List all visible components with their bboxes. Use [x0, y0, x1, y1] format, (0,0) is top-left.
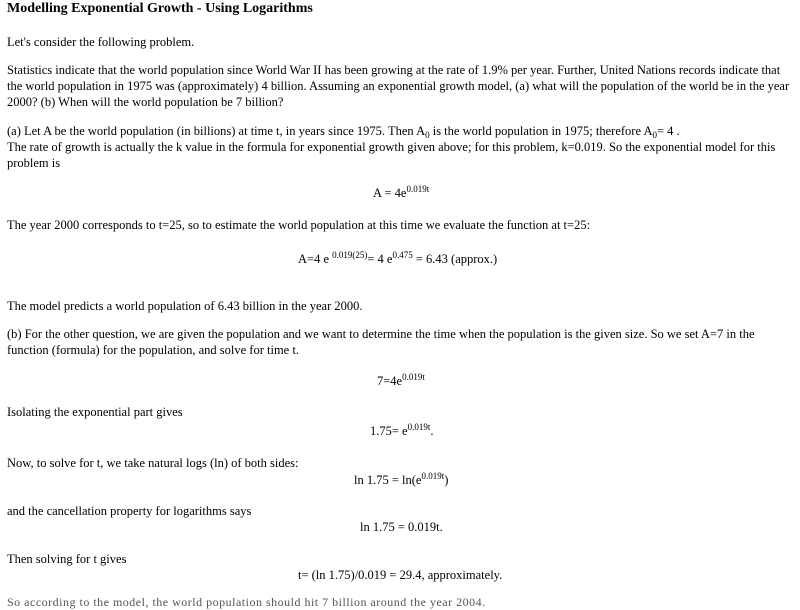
cutoff-line — [0, 592, 800, 609]
subscript-zero: 0 — [425, 130, 430, 140]
cutoff-text: So according to the model, the world population should hit 7 billion around the year 2004. — [7, 595, 486, 609]
eq3-base: 7=4e — [377, 374, 403, 388]
equation-cancellation: ln 1.75 = 0.019t. — [360, 520, 443, 534]
eq2-part1: A=4 e — [298, 252, 333, 266]
equation-model — [373, 185, 429, 201]
page-title: Modelling Exponential Growth - Using Logarithms — [7, 1, 313, 16]
solving-text: Then solving for t gives — [7, 552, 127, 566]
eq5-base: ln 1.75 = ln(e — [354, 473, 422, 487]
model-prediction-text: The model predicts a world population of 6.43 billion in the year 2000. — [7, 299, 363, 313]
eq4-base: 1.75= e — [370, 424, 408, 438]
eq4-tail: . — [430, 424, 434, 438]
eq2-exponent1: 0.019(25) — [332, 250, 368, 260]
eq3-exponent: 0.019t — [402, 372, 425, 382]
part-b-text: (b) For the other question, we are given the population and we want to determine the time when the population is the given size. So we set A=7 in the function (formula) for the population, and solve for time t. — [7, 327, 755, 357]
equation-set-a7 — [377, 373, 425, 389]
cancellation-text: and the cancellation property for logarithms says — [7, 504, 252, 518]
intro-text: Let's consider the following problem. — [7, 35, 195, 49]
equation-natural-log — [354, 472, 448, 488]
isolating-text: Isolating the exponential part gives — [7, 405, 183, 419]
part-a-line1-pre: (a) Let A be the world population (in billions) at time t, in years since 1975. Then A — [7, 124, 426, 138]
eq2-exponent2: 0.475 — [392, 250, 413, 260]
eq2-part3: = 6.43 (approx.) — [412, 252, 498, 266]
subscript-zero-2: 0 — [652, 130, 657, 140]
year-2000-text: The year 2000 corresponds to t=25, so to estimate the world population at this time we evaluate the function at t=25: — [7, 218, 591, 232]
part-a-line2: The rate of growth is actually the k value in the formula for exponential growth given above; for this problem, k=0.019. So the exponential model for this problem is — [7, 140, 776, 170]
part-a-text — [7, 123, 795, 171]
eq5-tail: ) — [444, 473, 449, 487]
eq2-part2: = 4 e — [367, 252, 393, 266]
part-a-line1-mid: is the world population in 1975; therefore A — [429, 124, 653, 138]
equation-year-2000 — [298, 251, 497, 267]
natural-logs-text: Now, to solve for t, we take natural logs (ln) of both sides: — [7, 456, 299, 470]
eq4-exponent: 0.019t — [407, 422, 431, 432]
equation-model-base: A = 4e — [373, 186, 407, 200]
eq5-exponent: 0.019t — [421, 471, 445, 481]
equation-isolated — [370, 423, 434, 439]
equation-model-exponent: 0.019t — [406, 184, 430, 194]
part-a-line1-end: = 4 . — [656, 124, 680, 138]
problem-statement: Statistics indicate that the world population since World War II has been growing at the rate of 1.9% per year. Further, United Nations records indicate that the world population in 1975 was (approximately) 4 billion. Assuming an exponential growth model, (a) what will the population of the world be in the year 2000? (b) When will the world population be 7 billion? — [7, 63, 790, 109]
equation-solution: t= (ln 1.75)/0.019 = 29.4, approximately. — [298, 568, 503, 582]
